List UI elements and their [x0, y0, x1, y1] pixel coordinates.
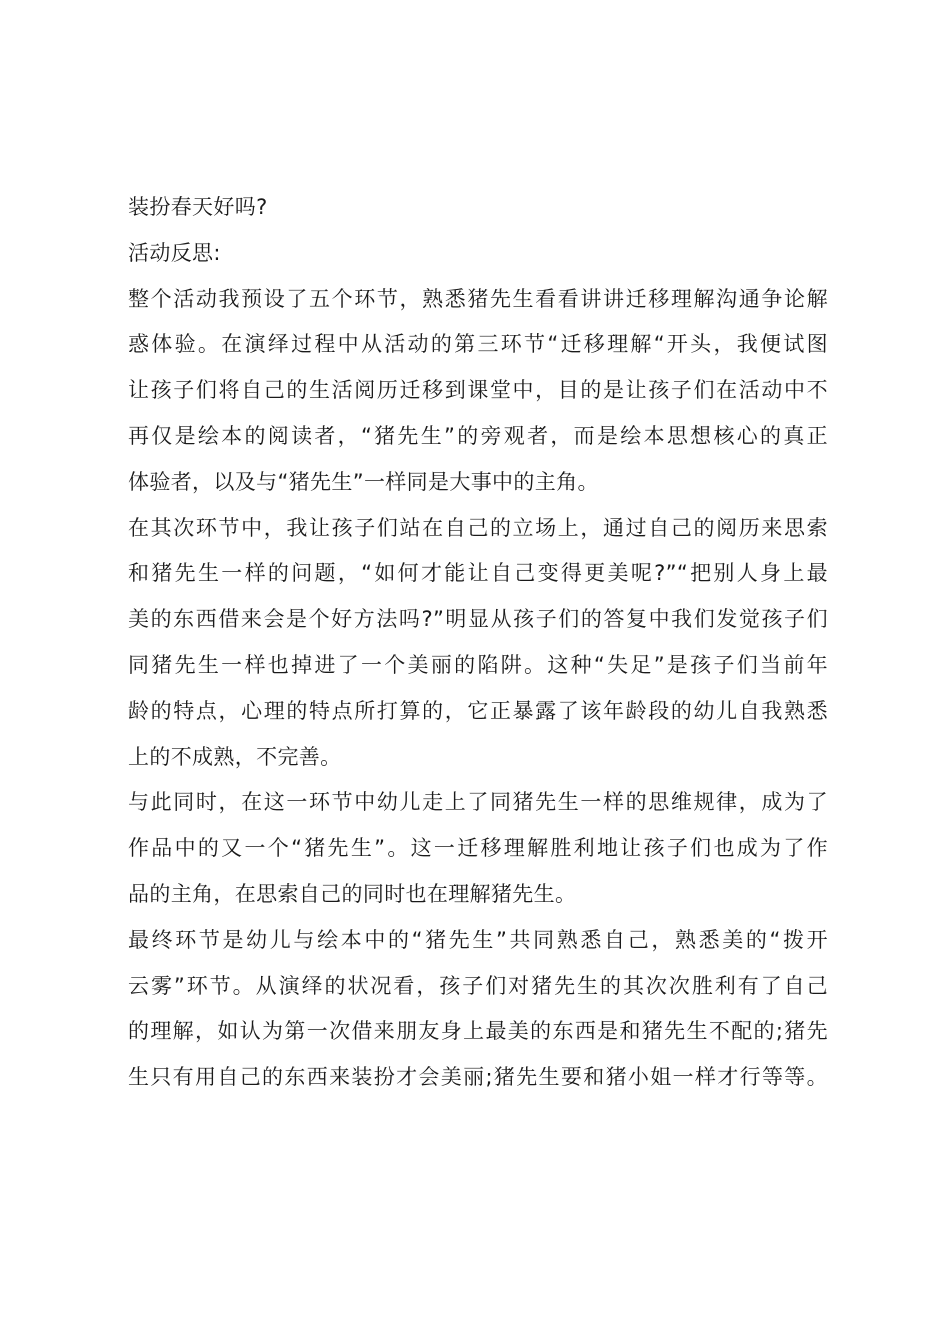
text-line: 惑体验。在演绎过程中从活动的第三环节“迁移理解“开头，我便试图	[128, 332, 828, 357]
text-line: 与此同时，在这一环节中幼儿走上了同猪先生一样的思维规律，成为了	[128, 790, 828, 815]
text-line: 装扮春天好吗?	[128, 195, 268, 219]
text-line: 同猪先生一样也掉进了一个美丽的陷阱。这种“失足”是孩子们当前年	[128, 652, 828, 677]
text-line: 美的东西借来会是个好方法吗?”明显从孩子们的答复中我们发觉孩子们	[128, 607, 828, 632]
text-line: 的理解，如认为第一次借来朋友身上最美的东西是和猪先生不配的;猪先	[128, 1019, 828, 1044]
text-line: 活动反思:	[128, 240, 221, 265]
text-line: 再仅是绘本的阅读者，“猪先生”的旁观者，而是绘本思想核心的真正	[128, 423, 828, 448]
text-line: 最终环节是幼儿与绘本中的“猪先生”共同熟悉自己，熟悉美的“拨开	[128, 927, 828, 952]
document-body	[128, 185, 828, 1101]
text-line: 作品中的又一个“猪先生”。这一迁移理解胜利地让孩子们也成为了作	[128, 836, 828, 861]
text-line: 和猪先生一样的问题，“如何才能让自己变得更美呢?”“把别人身上最	[128, 561, 828, 586]
text-line: 生只有用自己的东西来装扮才会美丽;猪先生要和猪小姐一样才行等等。	[128, 1065, 828, 1090]
text-line: 云雾”环节。从演绎的状况看，孩子们对猪先生的其次次胜利有了自己	[128, 973, 828, 998]
text-line: 整个活动我预设了五个环节，熟悉猪先生看看讲讲迁移理解沟通争论解	[128, 286, 828, 311]
text-line: 上的不成熟，不完善。	[128, 744, 342, 769]
text-line: 在其次环节中，我让孩子们站在自己的立场上，通过自己的阅历来思索	[128, 515, 828, 540]
text-line: 品的主角，在思索自己的同时也在理解猪先生。	[128, 881, 577, 906]
text-line: 让孩子们将自己的生活阅历迁移到课堂中，目的是让孩子们在活动中不	[128, 378, 828, 403]
text-line: 体验者，以及与“猪先生”一样同是大事中的主角。	[128, 469, 599, 494]
text-line: 龄的特点，心理的特点所打算的，它正暴露了该年龄段的幼儿自我熟悉	[128, 698, 828, 723]
